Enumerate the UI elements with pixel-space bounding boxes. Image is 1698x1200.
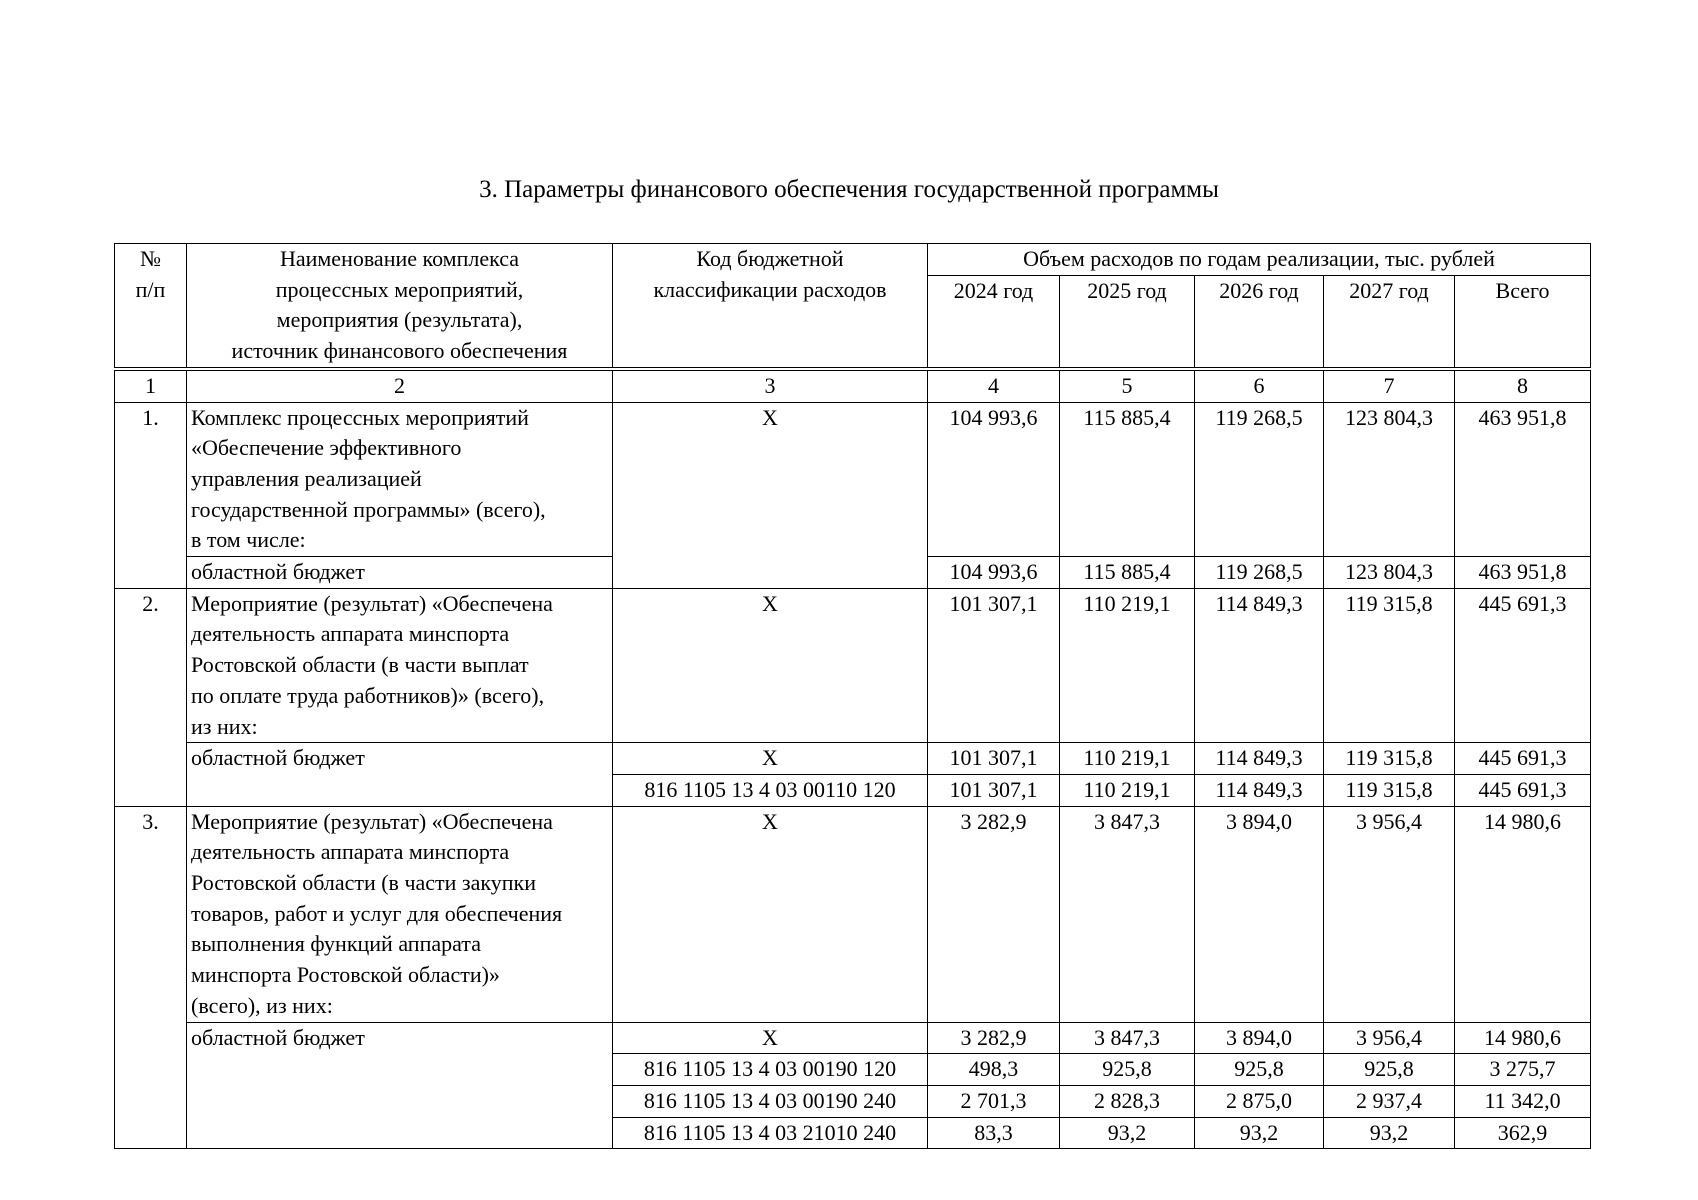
header-code: Код бюджетной классификации расходов [613, 244, 928, 369]
value-cell: 114 849,3 [1195, 774, 1324, 806]
column-number: 7 [1324, 369, 1455, 402]
header-row [115, 244, 1591, 276]
source-name: областной бюджет [187, 743, 613, 806]
value-cell: 3 282,9 [928, 806, 1060, 1022]
value-cell: 93,2 [1060, 1117, 1195, 1149]
value-cell: 11 342,0 [1455, 1086, 1591, 1118]
header-year-2026: 2026 год [1195, 275, 1324, 368]
budget-code: 816 1105 13 4 03 00110 120 [613, 774, 928, 806]
row-name: Мероприятие (результат) «Обеспечена деятельность аппарата минспорта Ростовской области (в части закупки товаров, работ и услуг для обеспечения выполнения функций аппарата минспорта Ростовской области)» (всего), из них: [187, 806, 613, 1022]
value-cell: 101 307,1 [928, 774, 1060, 806]
value-cell: 104 993,6 [928, 557, 1060, 589]
budget-code: 816 1105 13 4 03 21010 240 [613, 1117, 928, 1149]
value-cell: 3 847,3 [1060, 806, 1195, 1022]
value-cell: 104 993,6 [928, 402, 1060, 557]
header-year-2025: 2025 год [1060, 275, 1195, 368]
value-cell: 3 956,4 [1324, 1022, 1455, 1054]
value-cell: 119 315,8 [1324, 774, 1455, 806]
column-numbers-row [115, 369, 1591, 402]
header-total: Всего [1455, 275, 1591, 368]
value-cell: 119 315,8 [1324, 743, 1455, 775]
value-cell: 110 219,1 [1060, 774, 1195, 806]
value-cell: 3 894,0 [1195, 806, 1324, 1022]
value-cell: 123 804,3 [1324, 557, 1455, 589]
column-number: 6 [1195, 369, 1324, 402]
value-cell: 110 219,1 [1060, 588, 1195, 743]
value-cell: 362,9 [1455, 1117, 1591, 1149]
row-name: Комплекс процессных мероприятий «Обеспечение эффективного управления реализацией государственной программы» (всего), в том числе: [187, 402, 613, 557]
value-cell: 463 951,8 [1455, 402, 1591, 557]
financing-table [114, 243, 1591, 1149]
value-cell: 445 691,3 [1455, 743, 1591, 775]
value-cell: 119 315,8 [1324, 588, 1455, 743]
table-row [115, 806, 1591, 1022]
value-cell: 445 691,3 [1455, 588, 1591, 743]
value-cell: 119 268,5 [1195, 402, 1324, 557]
row-code: X [613, 806, 928, 1022]
header-year-2024: 2024 год [928, 275, 1060, 368]
value-cell: 123 804,3 [1324, 402, 1455, 557]
table-row [115, 1022, 1591, 1054]
column-number: 2 [187, 369, 613, 402]
value-cell: 14 980,6 [1455, 1022, 1591, 1054]
table-row [115, 743, 1591, 775]
header-num: № п/п [115, 244, 187, 369]
value-cell: 445 691,3 [1455, 774, 1591, 806]
budget-code: 816 1105 13 4 03 00190 120 [613, 1054, 928, 1086]
header-name: Наименование комплекса процессных мероприятий, мероприятия (результата), источник финансового обеспечения [187, 244, 613, 369]
value-cell: 101 307,1 [928, 743, 1060, 775]
value-cell: 925,8 [1324, 1054, 1455, 1086]
value-cell: 3 275,7 [1455, 1054, 1591, 1086]
value-cell: 93,2 [1324, 1117, 1455, 1149]
source-code: X [613, 1022, 928, 1054]
row-number: 3. [115, 806, 187, 1149]
source-name: областной бюджет [187, 557, 613, 589]
value-cell: 3 894,0 [1195, 1022, 1324, 1054]
source-code: X [613, 743, 928, 775]
value-cell: 3 282,9 [928, 1022, 1060, 1054]
value-cell: 83,3 [928, 1117, 1060, 1149]
row-name: Мероприятие (результат) «Обеспечена деятельность аппарата минспорта Ростовской области (в части выплат по оплате труда работников)» (всего), из них: [187, 588, 613, 743]
row-code: X [613, 402, 928, 588]
column-number: 3 [613, 369, 928, 402]
row-code: X [613, 588, 928, 743]
column-number: 8 [1455, 369, 1591, 402]
value-cell: 3 956,4 [1324, 806, 1455, 1022]
value-cell: 114 849,3 [1195, 588, 1324, 743]
value-cell: 101 307,1 [928, 588, 1060, 743]
value-cell: 2 828,3 [1060, 1086, 1195, 1118]
value-cell: 14 980,6 [1455, 806, 1591, 1022]
column-number: 4 [928, 369, 1060, 402]
row-number: 1. [115, 402, 187, 588]
value-cell: 110 219,1 [1060, 743, 1195, 775]
value-cell: 114 849,3 [1195, 743, 1324, 775]
value-cell: 119 268,5 [1195, 557, 1324, 589]
value-cell: 93,2 [1195, 1117, 1324, 1149]
budget-code: 816 1105 13 4 03 00190 240 [613, 1086, 928, 1118]
header-year-2027: 2027 год [1324, 275, 1455, 368]
column-number: 5 [1060, 369, 1195, 402]
value-cell: 925,8 [1060, 1054, 1195, 1086]
column-number: 1 [115, 369, 187, 402]
page-title: 3. Параметры финансового обеспечения государственной программы [479, 176, 1219, 203]
value-cell: 115 885,4 [1060, 557, 1195, 589]
value-cell: 925,8 [1195, 1054, 1324, 1086]
value-cell: 115 885,4 [1060, 402, 1195, 557]
value-cell: 498,3 [928, 1054, 1060, 1086]
table-row [115, 588, 1591, 743]
value-cell: 2 875,0 [1195, 1086, 1324, 1118]
value-cell: 2 701,3 [928, 1086, 1060, 1118]
row-number: 2. [115, 588, 187, 806]
value-cell: 2 937,4 [1324, 1086, 1455, 1118]
header-volume: Объем расходов по годам реализации, тыс. рублей [928, 244, 1591, 276]
source-name: областной бюджет [187, 1022, 613, 1149]
value-cell: 463 951,8 [1455, 557, 1591, 589]
value-cell: 3 847,3 [1060, 1022, 1195, 1054]
table-row [115, 402, 1591, 557]
